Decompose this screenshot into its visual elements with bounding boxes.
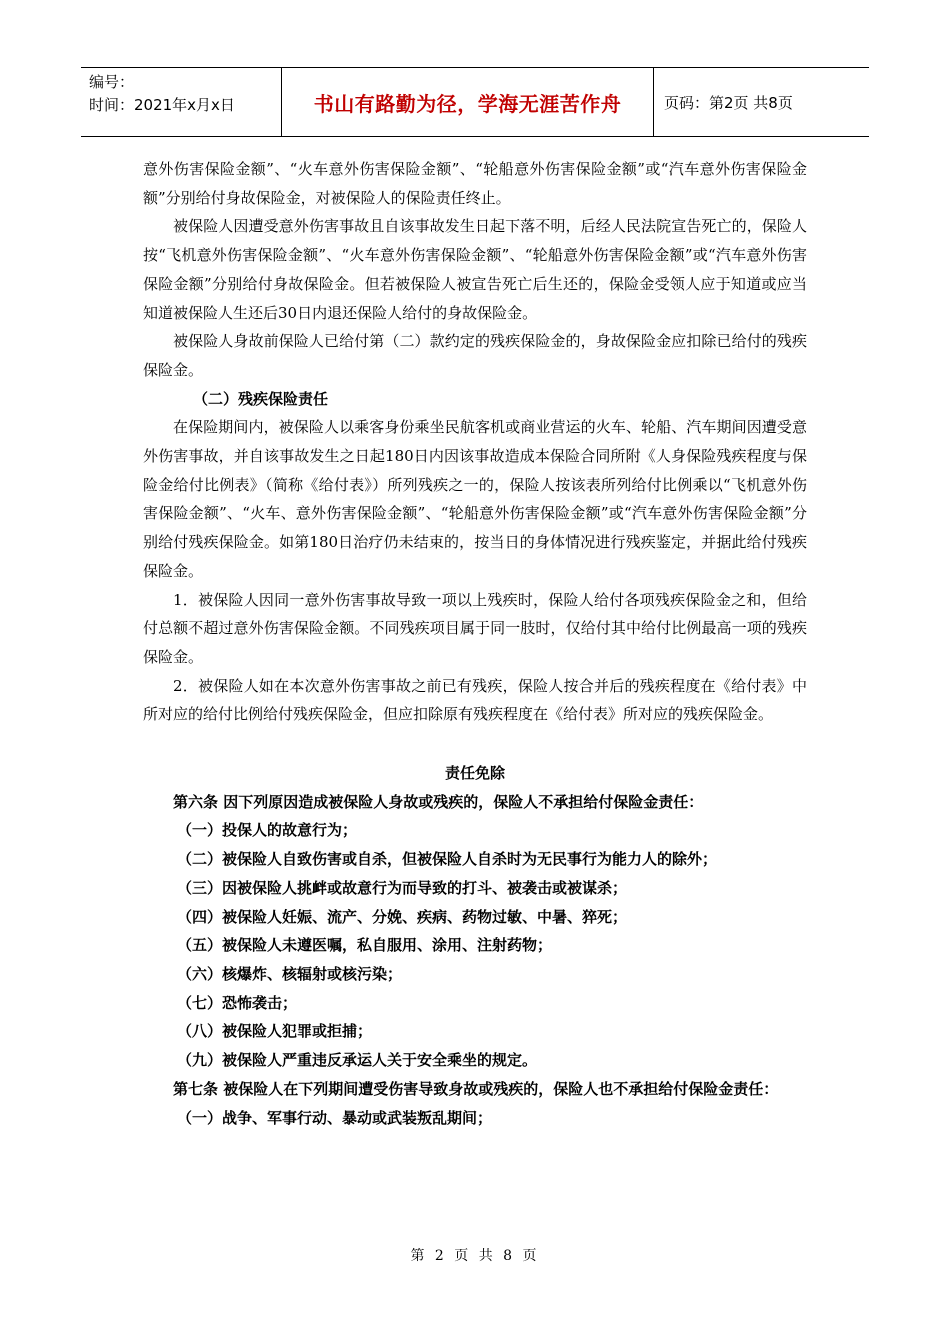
document-time-label: 时间：2021年x月x日 [89, 96, 235, 114]
header-page-label: 页码：第2页 共8页 [664, 93, 793, 112]
list-item: （六）核爆炸、核辐射或核污染； [177, 964, 403, 983]
section-title: 责任免除 [444, 764, 505, 783]
spacer [143, 729, 807, 759]
paragraph: 2．被保险人如在本次意外伤害事故之前已有残疾，保险人按合并后的残疾程度在《给付表》中所对应的给付比例给付残疾保险金，但应扣除原有残疾程度在《给付表》所对应的残疾保险金。 [143, 676, 807, 724]
list-item: （四）被保险人妊娠、流产、分娩、疾病、药物过敏、中暑、猝死； [177, 907, 628, 926]
list-item: （八）被保险人犯罪或拒捕； [177, 1022, 373, 1041]
list-item: （三）因被保险人挑衅或故意行为而导致的打斗、被袭击或被谋杀； [177, 878, 628, 897]
paragraph: 在保险期间内，被保险人以乘客身份乘坐民航客机或商业营运的火车、轮船、汽车期间因遭受意外伤害事故，并自该事故发生之日起180日内因该事故造成本保险合同所附《人身保险残疾程度与保险金给付比例表》（简称《给付表》）所列残疾之一的，保险人按该表所列给付比例乘以“飞机意外伤害保险金额”、“火车、意外伤害保险金额”、“轮船意外伤害保险金额”或“汽车意外伤害保险金额”分别给付残疾保险金。如第180日治疗仍未结束的，按当日的身体情况进行残疾鉴定，并据此给付残疾保险金。 [143, 418, 807, 580]
list-item: （五）被保险人未遵医嘱，私自服用、涂用、注射药物； [177, 936, 553, 955]
header-left-cell [81, 68, 282, 136]
article-7: 第七条 被保险人在下列期间遭受伤害导致身故或残疾的，保险人也不承担给付保险金责任： [173, 1079, 779, 1098]
header-motto: 书山有路勤为径，学海无涯苦作舟 [282, 68, 654, 136]
paragraph: 被保险人因遭受意外伤害事故且自该事故发生日起下落不明，后经人民法院宣告死亡的，保险人按“飞机意外伤害保险金额”、“火车意外伤害保险金额”、“轮船意外伤害保险金额”或“汽车意外伤害保险金额”分别给付身故保险金。但若被保险人被宣告死亡后生还的，保险金受领人应于知道或应当知道被保险人生还后30日内退还保险人给付的身故保险金。 [143, 217, 807, 322]
subsection-heading: （二）残疾保险责任 [193, 389, 329, 408]
page-footer: 第 2 页 共 8 页 [410, 1248, 540, 1264]
page-header [81, 67, 869, 137]
document-body [143, 155, 807, 1132]
list-item: （一）战争、军事行动、暴动或武装叛乱期间； [177, 1108, 493, 1127]
list-item: （七）恐怖袭击； [177, 993, 298, 1012]
list-item: （九）被保险人严重违反承运人关于安全乘坐的规定。 [177, 1051, 538, 1070]
article-6: 第六条 因下列原因造成被保险人身故或残疾的，保险人不承担给付保险金责任： [173, 792, 704, 811]
list-item: （二）被保险人自致伤害或自杀，但被保险人自杀时为无民事行为能力人的除外； [177, 850, 718, 869]
paragraph: 1．被保险人因同一意外伤害事故导致一项以上残疾时，保险人给付各项残疾保险金之和，但给付总额不超过意外伤害保险金额。不同残疾项目属于同一肢时，仅给付其中给付比例最高一项的残疾保险金。 [143, 590, 807, 666]
list-item: （一）投保人的故意行为； [177, 821, 358, 840]
paragraph: 被保险人身故前保险人已给付第（二）款约定的残疾保险金的，身故保险金应扣除已给付的残疾保险金。 [143, 332, 807, 379]
document-number-label: 编号： [89, 73, 135, 91]
paragraph: 意外伤害保险金额”、“火车意外伤害保险金额”、“轮船意外伤害保险金额”或“汽车意外伤害保险金额”分别给付身故保险金，对被保险人的保险责任终止。 [143, 160, 807, 207]
